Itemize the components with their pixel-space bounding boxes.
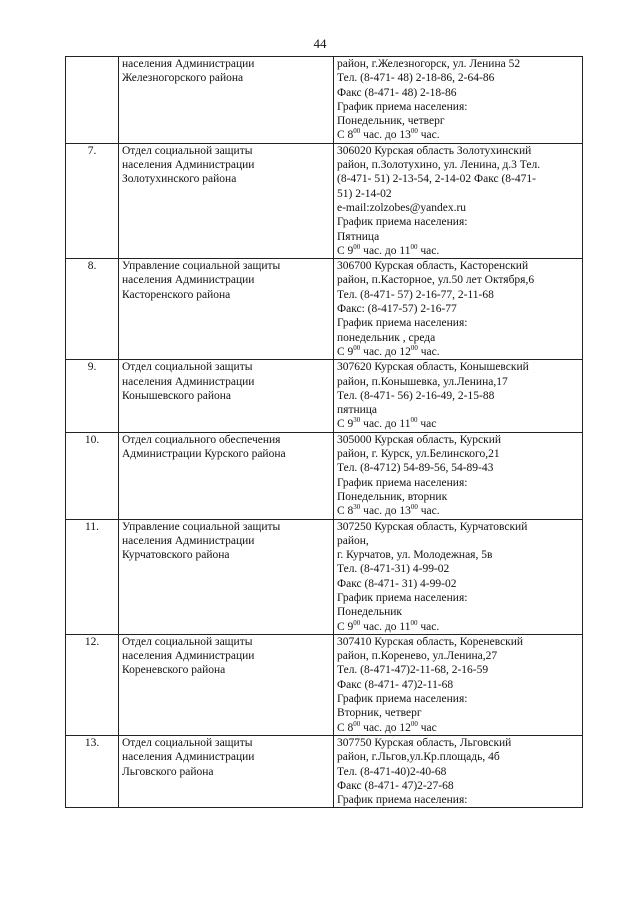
office-name-line: Кореневского района [122, 664, 226, 677]
hours-text: час. до 11 [360, 244, 411, 257]
office-name-line: населения Администрации [122, 58, 255, 70]
contact-line: График приема населения: [337, 216, 468, 229]
contact-line: График приема населения: [337, 693, 468, 706]
contact-line: понедельник , среда [337, 331, 436, 344]
hours-text: С 9 [337, 345, 354, 358]
contact-cell [334, 432, 583, 519]
hours-text: С 8 [337, 129, 354, 142]
row-number: 7. [66, 143, 119, 258]
reception-hours [337, 721, 579, 735]
row-number: 9. [66, 360, 119, 432]
hours-text: час [417, 721, 437, 734]
contact-line: пятница [337, 404, 378, 417]
table-row [66, 360, 583, 432]
table-row [66, 735, 583, 807]
office-name-cell [119, 360, 334, 432]
contact-cell [334, 259, 583, 360]
contact-line: 305000 Курская область, Курский [337, 433, 502, 446]
contact-line: Тел. (8-471- 56) 2-16-49, 2-15-88 [337, 389, 495, 402]
office-name-line: Касторенского района [122, 288, 231, 301]
contact-line: (8-471- 51) 2-13-54, 2-14-02 Факс (8-471- [337, 173, 536, 186]
contact-line: График приема населения: [337, 591, 468, 604]
contact-line: 307250 Курская область, Курчатовский [337, 520, 528, 533]
office-name-line: Железногорского района [122, 72, 244, 85]
contact-cell [334, 143, 583, 258]
hours-text: час. [417, 505, 440, 518]
office-name-line: Льговского района [122, 765, 214, 778]
table-row [66, 432, 583, 519]
contact-line: район, п.Касторное, ул.50 лет Октября,6 [337, 274, 535, 287]
social-protection-offices-table [65, 56, 583, 808]
contact-line: район, г. Курск, ул.Белинского,21 [337, 448, 500, 461]
row-number: 13. [66, 735, 119, 807]
contact-cell [334, 360, 583, 432]
office-name-cell [119, 432, 334, 519]
office-name-line: Отдел социального обеспечения [122, 433, 281, 446]
contact-line: Вторник, четверг [337, 707, 422, 720]
contact-line: Пятница [337, 230, 380, 243]
table-body [66, 57, 583, 808]
contact-line: 307620 Курская область, Конышевский [337, 361, 529, 374]
contact-line: район, п.Коренево, ул.Ленина,27 [337, 650, 498, 663]
hours-text: час. до 11 [360, 620, 411, 633]
contact-line: Факс (8-471- 47)2-27-68 [337, 779, 454, 792]
office-name-line: Управление социальной защиты [122, 520, 281, 533]
hours-text: час [417, 418, 437, 431]
row-number [66, 57, 119, 144]
contact-line: Тел. (8-471- 48) 2-18-86, 2-64-86 [337, 72, 495, 85]
contact-line: Тел. (8-471-40)2-40-68 [337, 765, 447, 778]
contact-line: 306020 Курская область Золотухинский [337, 144, 532, 157]
reception-hours [337, 504, 579, 518]
contact-line: район, г.Железногорск, ул. Ленина 52 [337, 58, 521, 70]
office-name-line: населения Администрации [122, 650, 255, 663]
office-name-cell [119, 259, 334, 360]
office-name-cell [119, 735, 334, 807]
hours-text: час. до 12 [360, 345, 411, 358]
contact-line: 307410 Курская область, Кореневский [337, 635, 524, 648]
contact-line: г. Курчатов, ул. Молодежная, 5в [337, 549, 493, 562]
contact-line: График приема населения: [337, 794, 468, 807]
office-name-cell [119, 519, 334, 634]
contact-line: район, п.Золотухино, ул. Ленина, д.3 Тел. [337, 159, 541, 172]
office-name-line: Золотухинского района [122, 173, 237, 186]
reception-hours [337, 620, 579, 634]
hours-minutes-superscript: 00 [353, 344, 361, 353]
contact-line: e-mail:zolzobes@yandex.ru [337, 201, 467, 214]
contact-line: Факс: (8-417-57) 2-16-77 [337, 303, 457, 316]
contact-line: Факс (8-471- 47)2-11-68 [337, 678, 454, 691]
contact-line: Понедельник [337, 606, 402, 619]
office-name-line: Администрации Курского района [122, 448, 286, 461]
office-name-line: населения Администрации [122, 274, 255, 287]
table-row [66, 143, 583, 258]
contact-line: район, г.Льгов,ул.Кр.площадь, 4б [337, 751, 500, 764]
contact-line: Тел. (8-4712) 54-89-56, 54-89-43 [337, 462, 494, 475]
contact-line: Тел. (8-471-47)2-11-68, 2-16-59 [337, 664, 489, 677]
contact-line: Тел. (8-471- 57) 2-16-77, 2-11-68 [337, 288, 494, 301]
hours-text: час. до 13 [360, 505, 411, 518]
hours-text: час. [417, 244, 440, 257]
hours-minutes-superscript: 00 [410, 127, 418, 136]
hours-minutes-superscript: 00 [410, 344, 418, 353]
hours-minutes-superscript: 00 [410, 618, 418, 627]
table-row [66, 634, 583, 735]
row-number: 12. [66, 634, 119, 735]
hours-text: С 8 [337, 505, 354, 518]
contact-line: 306700 Курская область, Касторенский [337, 260, 529, 273]
contact-cell [334, 57, 583, 144]
contact-line: Понедельник, четверг [337, 115, 445, 128]
hours-text: час. до 12 [360, 721, 411, 734]
office-name-line: Отдел социальной защиты [122, 144, 253, 157]
contact-line: График приема населения: [337, 476, 468, 489]
hours-text: час. [417, 620, 440, 633]
contact-line: Тел. (8-471-31) 4-99-02 [337, 563, 450, 576]
hours-minutes-superscript: 00 [353, 127, 361, 136]
hours-minutes-superscript: 00 [353, 618, 361, 627]
hours-text: С 8 [337, 721, 354, 734]
reception-hours [337, 128, 579, 142]
contact-line: Факс (8-471- 31) 4-99-02 [337, 577, 457, 590]
hours-minutes-superscript: 00 [410, 416, 418, 425]
office-name-line: населения Администрации [122, 159, 255, 172]
hours-minutes-superscript: 00 [353, 719, 361, 728]
table-row [66, 57, 583, 144]
office-name-cell [119, 634, 334, 735]
hours-text: С 9 [337, 418, 354, 431]
office-name-line: населения Администрации [122, 375, 255, 388]
contact-line: Понедельник, вторник [337, 490, 448, 503]
contact-line: График приема населения: [337, 317, 468, 330]
hours-text: час. до 13 [360, 129, 411, 142]
table-row [66, 519, 583, 634]
contact-cell [334, 634, 583, 735]
hours-minutes-superscript: 30 [353, 503, 361, 512]
office-name-line: Отдел социальной защиты [122, 361, 253, 374]
contact-line: Факс (8-471- 48) 2-18-86 [337, 86, 457, 99]
contact-line: район, [337, 534, 369, 547]
contact-line: 51) 2-14-02 [337, 187, 392, 200]
office-name-line: Отдел социальной защиты [122, 736, 253, 749]
hours-minutes-superscript: 00 [410, 243, 418, 252]
hours-minutes-superscript: 00 [410, 719, 418, 728]
office-name-line: Конышевского района [122, 389, 231, 402]
hours-text: час. [417, 345, 440, 358]
contact-line: район, п.Конышевка, ул.Ленина,17 [337, 375, 508, 388]
office-name-cell [119, 143, 334, 258]
hours-minutes-superscript: 00 [353, 243, 361, 252]
hours-text: час. [417, 129, 440, 142]
hours-minutes-superscript: 30 [353, 416, 361, 425]
hours-text: час. до 11 [360, 418, 411, 431]
row-number: 8. [66, 259, 119, 360]
contact-cell [334, 735, 583, 807]
row-number: 11. [66, 519, 119, 634]
table-row [66, 259, 583, 360]
contact-line: 307750 Курская область, Льговский [337, 736, 512, 749]
hours-text: С 9 [337, 620, 354, 633]
office-name-line: населения Администрации [122, 751, 255, 764]
office-name-line: Отдел социальной защиты [122, 635, 253, 648]
reception-hours [337, 417, 579, 431]
row-number: 10. [66, 432, 119, 519]
reception-hours [337, 244, 579, 258]
office-name-line: Управление социальной защиты [122, 260, 281, 273]
office-name-cell [119, 57, 334, 144]
page-number: 44 [313, 36, 327, 51]
reception-hours [337, 345, 579, 359]
office-name-line: населения Администрации [122, 534, 255, 547]
contact-line: График приема населения: [337, 100, 468, 113]
office-name-line: Курчатовского района [122, 549, 230, 562]
hours-minutes-superscript: 00 [410, 503, 418, 512]
contact-cell [334, 519, 583, 634]
hours-text: С 9 [337, 244, 354, 257]
